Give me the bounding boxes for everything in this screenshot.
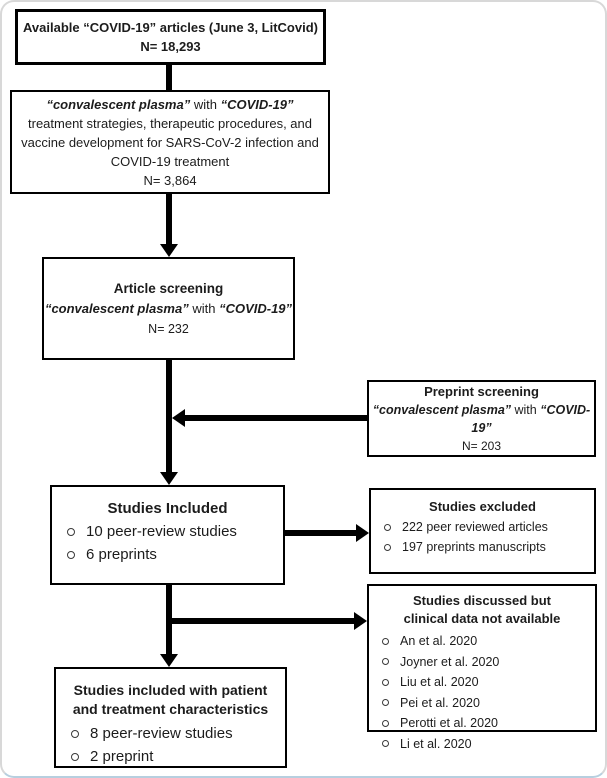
available-articles-count: N= 18,293: [140, 39, 201, 54]
box-studies-with-characteristics: [54, 667, 287, 768]
list-item: [384, 537, 594, 557]
list-item: [382, 734, 595, 755]
bullet-circle-icon: [382, 658, 389, 665]
arrowhead-down-to-included-icon: [160, 472, 178, 485]
search-quote-covid: “COVID-19”: [220, 96, 294, 112]
list-item: [382, 672, 595, 693]
list-item: [382, 652, 595, 673]
bullet-circle-icon: [67, 551, 75, 559]
list-item: [384, 517, 594, 537]
search-terms-line1: [46, 95, 293, 114]
bullet-circle-icon: [71, 753, 79, 761]
article-screening-terms: [45, 299, 292, 319]
arrowhead-left-from-preprint-icon: [172, 409, 185, 427]
final-bullet-peer-review: 8 peer-review studies: [90, 725, 233, 742]
bullet-circle-icon: [382, 679, 389, 686]
arrowhead-right-to-discussed-icon: [354, 612, 367, 630]
article-with-text: with: [188, 300, 220, 316]
bullet-circle-icon: [382, 720, 389, 727]
studies-discussed-title-line2: clinical data not available: [403, 611, 561, 626]
preprint-screening-title: Preprint screening: [424, 383, 539, 399]
bullet-circle-icon: [71, 730, 79, 738]
box-studies-included: [50, 485, 285, 585]
bullet-circle-icon: [67, 528, 75, 536]
final-box-list: [71, 722, 285, 768]
discussed-study-liu: Liu et al. 2020: [400, 675, 479, 689]
excluded-bullet-preprints: 197 preprints manuscripts: [402, 540, 546, 554]
studies-excluded-list: [384, 517, 594, 557]
connector-search-to-article: [166, 192, 172, 245]
article-screening-title: Article screening: [113, 280, 224, 296]
list-item: [382, 693, 595, 714]
search-terms-count: N= 3,864: [143, 172, 197, 188]
bullet-circle-icon: [382, 699, 389, 706]
list-item: [67, 520, 283, 543]
connector-branch-to-discussed: [166, 618, 355, 624]
included-bullet-preprints: 6 preprints: [86, 546, 157, 563]
list-item: [71, 722, 285, 745]
preprint-quote-plasma: “convalescent plasma”: [372, 402, 512, 417]
search-terms-line3: vaccine development for SARS-CoV-2 infection and: [21, 134, 319, 150]
studies-included-title: Studies Included: [107, 500, 228, 517]
studies-excluded-title: Studies excluded: [429, 499, 536, 514]
search-terms-line4: COVID-19 treatment: [110, 153, 230, 169]
list-item: [382, 631, 595, 652]
studies-included-list: [67, 520, 283, 566]
preprint-quote-covid: “COVID-19”: [471, 402, 591, 435]
article-quote-covid: “COVID-19”: [219, 300, 293, 316]
box-studies-discussed: [367, 584, 597, 751]
arrowhead-down-to-final-icon: [160, 654, 178, 667]
available-articles-text: Available “COVID-19” articles (June 3, LitCovid): [23, 20, 318, 35]
list-item: [71, 745, 285, 768]
list-item: [382, 713, 595, 734]
arrowhead-down-to-article-icon: [160, 244, 178, 257]
box-studies-excluded: [369, 488, 596, 574]
connector-included-to-excluded: [285, 530, 357, 536]
discussed-study-perotti: Perotti et al. 2020: [400, 716, 498, 730]
box-search-terms: [10, 90, 330, 194]
article-quote-plasma: “convalescent plasma”: [44, 300, 189, 316]
box-article-screening: [42, 257, 295, 360]
box-available-articles: [15, 9, 326, 65]
search-with-text: with: [190, 96, 221, 112]
article-screening-count: N= 232: [148, 321, 189, 336]
discussed-study-an: An et al. 2020: [400, 634, 478, 648]
preprint-screening-count: N= 203: [461, 438, 502, 453]
preprint-with-text: with: [511, 402, 541, 417]
bullet-circle-icon: [382, 638, 389, 645]
bullet-circle-icon: [384, 544, 391, 551]
search-terms-line2: treatment strategies, therapeutic procedures, and: [28, 115, 312, 131]
final-bullet-preprint: 2 preprint: [90, 748, 154, 765]
excluded-bullet-articles: 222 peer reviewed articles: [402, 520, 548, 534]
connector-available-to-search: [166, 62, 172, 92]
bullet-circle-icon: [384, 524, 391, 531]
discussed-study-li: Li et al. 2020: [400, 736, 472, 751]
preprint-screening-terms: [369, 401, 594, 437]
final-box-title-line1: Studies included with patient: [73, 682, 268, 698]
discussed-study-pei: Pei et al. 2020: [400, 695, 480, 710]
studies-discussed-title: [404, 592, 561, 628]
included-bullet-peer-review: 10 peer-review studies: [86, 523, 237, 540]
final-box-title-line2: and treatment characteristics: [72, 701, 269, 717]
search-quote-plasma: “convalescent plasma”: [46, 96, 191, 112]
final-box-title: [73, 681, 268, 719]
connector-preprint-to-flow: [184, 415, 367, 421]
studies-discussed-title-line1: Studies discussed but: [413, 593, 551, 608]
studies-discussed-list: [382, 631, 595, 754]
discussed-study-joyner: Joyner et al. 2020: [400, 654, 500, 669]
box-preprint-screening: [367, 380, 596, 457]
arrowhead-right-to-excluded-icon: [356, 524, 369, 542]
list-item: [67, 543, 283, 566]
bullet-circle-icon: [382, 740, 389, 747]
